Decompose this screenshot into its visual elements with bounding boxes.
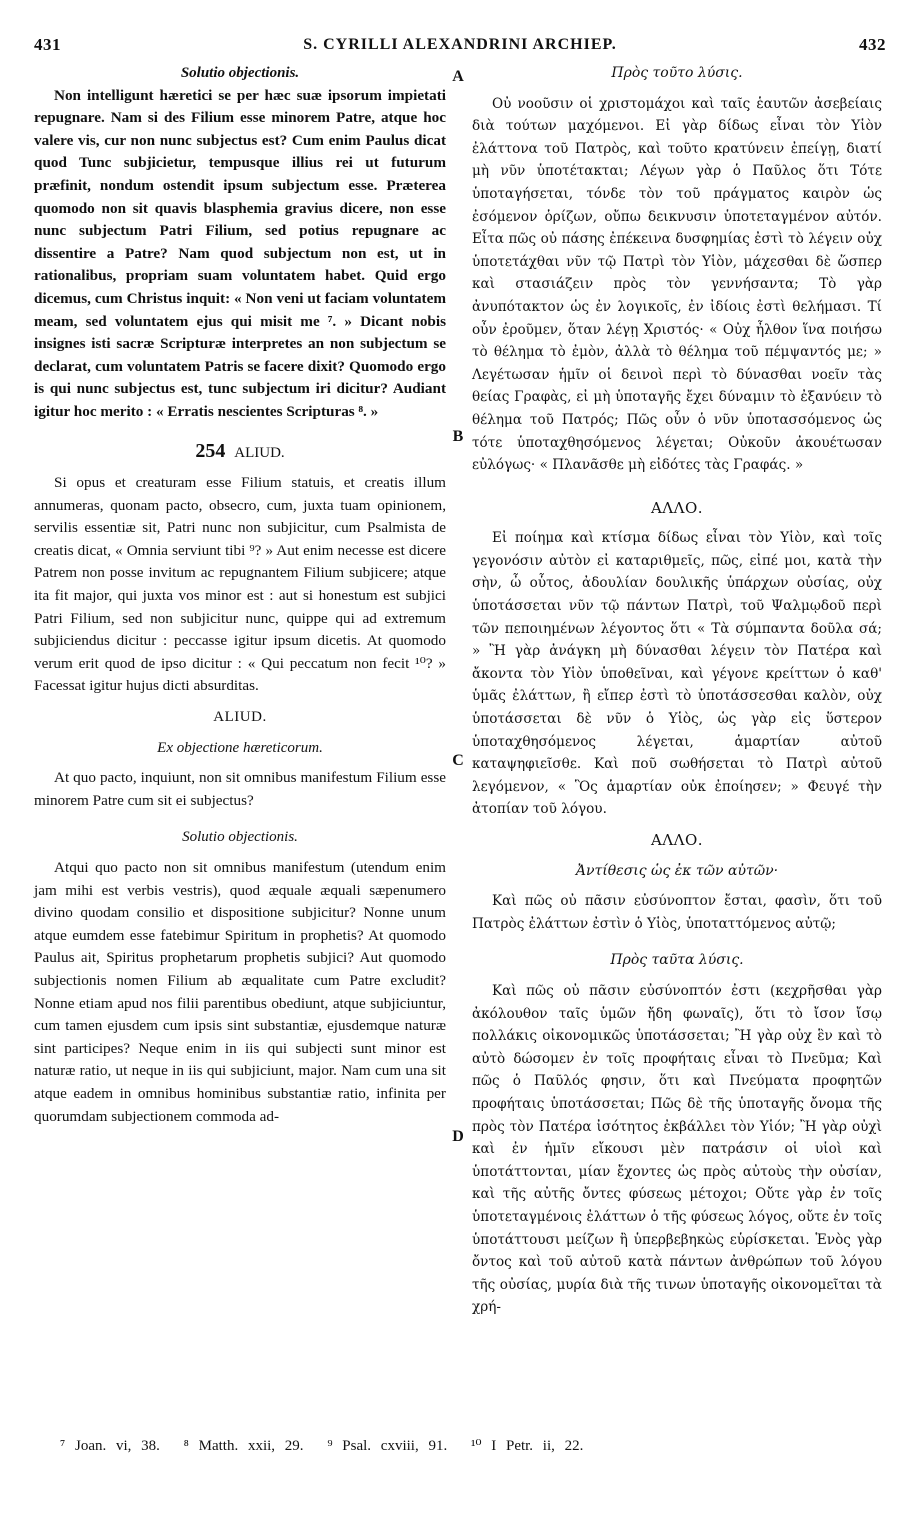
latin-heading-solutio-1: Solutio objectionis. xyxy=(180,65,300,81)
column-marker-a: A xyxy=(452,68,464,85)
footnote-10: ¹⁰ I Petr. ii, 22. xyxy=(470,1438,584,1454)
latin-paragraph-2: Si opus et creaturam esse Filium statuis, et creatis illum annumeras, quonam pacto, obsecro, cum, juxta tuam opinionem, servilis essentiæ sit, Patri nunc non subjicitur, cum Psalmista de creatis dicat, « Omnia serviunt tibi ⁹? » Aut enim necesse est dicere Patrem non posse invitum ac repugnantem Filium subjicere; atque ita fit major, qui juxta vos minor est : aut si honestum est subjici Patri Filium, sed non subjicitur nunc, quippe qui ad extremum subjiciendus dicitur : peccasse igitur ipsum dicetis. At quomodo verum erit quod de ipso dicitur : « Qui peccatum non fecit ¹⁰? » Facessat igitur hujus dicti absurditas. xyxy=(34,474,446,695)
greek-heading-allo-2: ΑΛΛΟ. xyxy=(650,831,704,849)
greek-heading-lysis-1: Πρὸς τοῦτο λύσις. xyxy=(611,65,743,81)
section-number: 254 xyxy=(195,439,226,462)
greek-paragraph-4: Καὶ πῶς οὐ πᾶσιν εὐσύνοπτόν ἐστι (κεχρῆσθαι γὰρ ἀκόλουθον ταῖς ὑμῶν ἤδη φωναῖς), ὅτι τὸ ἴσον ἴσῳ πολλάκις οἰκονομικῶς ὑποτάσσεται; Ἢ γὰρ οὐχ ἓν καὶ τὸ αὐτὸ δώσομεν ἐν τοῖς προφήταις εἶναι τὸ Πνεῦμα; Καὶ πῶς ὁ Παῦλός φησιν, ὅτι καὶ Πνεύματα προφητῶν προφήταις ὑποτάσσεται; Πῶς δὲ τῆς ὑποταγῆς ὄνομα τῆς πρὸς τὸν Πατέρα ἰσότητος ἐκβάλλει τὸν Υἱόν; Ἢ γὰρ οὐχὶ καὶ ἐν ἡμῖν εἴκουσι μὲν πατράσιν οἱ υἱοὶ καὶ ὑποτάττονται, μίαν ἔχοντες ὡς πρὸς αὐτοὺς τὴν οὐσίαν, καὶ τῆς αὐτῆς ὄντες φύσεως μέτοχοι; Οὔτε γὰρ ἐν τοῖς ὑποτεταγμένοις ἐλάττων ὁ τῆς φύσεως λόγος, οὔτε ἐν τοῖς ὑποτάττουσι μείζων ἢ ὑπερβεβηκὼς εὑρίσκεται. Ἑνὸς γὰρ ὄντος καὶ τοῦ αὐτοῦ κατὰ πάντων ἀνθρώπων τοῦ λόγου τῆς οὐσίας, μυρία διὰ τῆς τινων ὑποταγῆς οἰκονομεῖται τὰ χρή- xyxy=(472,982,882,1316)
page-number-right: 432 xyxy=(859,35,886,54)
latin-paragraph-4: Atqui quo pacto non sit omnibus manifestum (utendum enim jam mihi est verbis vestris), quod æquale æquali sæpenumero divino quodam consilio et dispositione subjicitur? Nonne unum atque eumdem esse fatebimur Spiritum in prophetis? At quomodo Paulus ait, Spiritus prophetarum prophetis subjici? Aut quomodo subjectionis nomen Filium ab æqualitate cum Patre excludit? Nonne etiam apud nos filii parentibus obediunt, atque subjiciuntur, cum tamen ejusdem cum ipsis sint substantiæ, ejusdemque naturæ sint participes? Neque enim in iis qui subjecti sunt minor est naturæ ratio, ut neque in iis qui subjiciunt, major. Nam cum una sit atque eadem in omnibus hominibus substantiæ ratio, infinita per quorumdam subjectionem commoda ad- xyxy=(34,859,446,1125)
column-marker-c: C xyxy=(452,752,464,769)
page-header xyxy=(34,30,886,60)
latin-heading-aliud-1: ALIUD. xyxy=(234,444,285,461)
greek-paragraph-2: Εἰ ποίημα καὶ κτίσμα δίδως εἶναι τὸν Υἱὸν, καὶ τοῖς γεγονόσιν αὐτὸν εἰ καταριθμεῖς, πῶς, εἰπέ μοι, κατὰ τὴν σὴν, ὦ οὗτος, ἀδουλίαν δουλικῆς ὑπάρχων οὐσίας, οὐχ ὑποτάσσεται νῦν τῷ πάντων Πατρὶ, τοῦ Ψαλμῳδοῦ περὶ τῶν πεποιημένων λέγοντος ὅτι « Τὰ σύμπαντα δοῦλα σά; » Ἢ γὰρ ἀνάγκη μὴ δύνασθαι λέγειν τὸν Πατέρα καὶ ἄκοντα τὸν Υἱὸν ὑποθεῖναι, καὶ γέγονε κρείττων ὁ καθ' ὑμᾶς ἐλάττων, ἢ εἴπερ ἐστὶ τὸ ὑποτάσσεσθαι καλὸν, οὐχ ὑποτάσσεται δὲ νῦν ὁ Υἱὸς, ὡς γὰρ εἰς ὕστερον ὑποταχθησόμενος λέγεται, ἁμαρτίαν αὐτοῦ καταψηφιεῖσθε. Καὶ ποῦ σωθήσεται τὸ Πατρὶ αὐτοῦ λεγόμενον, « Ὃς ἁμαρτίαν οὐκ ἐποίησεν; » Φευγέ τὴν ἀτοπίαν τοῦ λόγου. xyxy=(472,530,882,818)
column-marker-b: B xyxy=(452,428,464,445)
latin-paragraph-1: Non intelligunt hæretici se per hæc suæ ipsorum impietati repugnare. Nam si des Filium esse minorem Patre, atque hoc valere vis, cur non nunc subjectus est? Cum enim Paulus dicat quod Tunc subjicietur, tempusque illius rei ut futurum præfinit, nondum ostendit ipsum subjectum esse. Præterea quomodo non sit quavis blasphemia gravius dicere, non esse nunc subjectum Patri Filium, sed potius repugnare ac dissentire a Patre? Nam quod subjectum non est, ut in rationalibus, propriam suam voluntatem habet. Quid ergo dicemus, cum Christus inquit: « Non veni ut faciam voluntatem meam, sed voluntatem ejus qui misit me ⁷. » Dicant nobis insignes isti sacræ Scripturæ interpretes an non subjectum se declarat, cum voluntatem Patris se facere dixit? Quomodo ergo is qui nunc subjectus est, tunc subjectum iri dicitur? Audiant igitur hoc merito : « Erratis nescientes Scripturas ⁸. » xyxy=(34,86,446,420)
greek-heading-lysis-2: Πρὸς ταῦτα λύσις. xyxy=(610,952,744,969)
column-marker-d: D xyxy=(452,1128,464,1145)
latin-section-heading-254 xyxy=(34,440,446,465)
greek-paragraph-1: Οὐ νοοῦσιν οἱ χριστομάχοι καὶ ταῖς ἑαυτῶν ἀσεβείαις διὰ τούτων μαχόμενοι. Εἰ γὰρ δίδως εἶναι τὸν Υἱὸν ἐλάττονα τοῦ Πατρὸς, καὶ τοῦτο κρατύνειν ἐπείγῃ, διατί μὴ νῦν ὑποτέτακται; Λέγων γὰρ ὁ Παῦλος ὅτι Τότε ὑποταγήσεται, τόνδε τὸν τοῦ πράγματος καιρὸν ὡς ἐσόμενον ὁρίζων, οὔπω δεικνυσιν ὑποτεταγμένον αὐτόν. Εἶτα πῶς οὐ πάσης ἐπέκεινα δυσφημίας ἐστὶ τὸ λέγειν οὐχ ὑποτετάχθαι νῦν τῷ Πατρὶ τὸν Υἱὸν, μάχεσθαι δὲ ὥσπερ καὶ στασιάζειν πρὸς τὸν γεννήσαντα; Τὸ γὰρ ἀνυπότακτον ὡς ἐν λογικοῖς, ἐν ἰδίοις ἐστὶ θελήμασι. Τί οὖν ἐροῦμεν, ὅταν λέγῃ Χριστός· « Οὐχ ἦλθον ἵνα ποιήσω τὸ θέλημα τὸ ἐμὸν, ἀλλὰ τὸ θέλημα τοῦ πέμψαντός με; » Λεγέτωσαν ἡμῖν οἱ δεινοὶ περὶ τὸ δύνασθαι νοεῖν τὰς θείας Γραφὰς, εἰ μὴ ὑποταγῆς ἔχει δύναμιν τὸ ἐξανύειν τὸ θέλημα τοῦ Πατρός; Πῶς οὖν ὁ νῦν ὑποτασσόμενος ὡς τότε ὑποταχθησόμενος λέγεται; Οὐκοῦν ἀκουέτωσαν εὐλόγως· « Πλανᾶσθε μὴ εἰδότες τὰς Γραφάς. » xyxy=(472,95,882,474)
footnote-8: ⁸ Matth. xxii, 29. xyxy=(183,1438,304,1454)
latin-heading-solutio-2: Solutio objectionis. xyxy=(182,829,298,846)
footnote-7: ⁷ Joan. vi, 38. xyxy=(60,1438,160,1454)
greek-subheading-antithesis: Ἀντίθεσις ὡς ἐκ τῶν αὐτῶν· xyxy=(575,862,779,879)
page-number-left: 431 xyxy=(34,35,61,54)
latin-column xyxy=(34,62,446,1128)
greek-column xyxy=(472,62,882,1319)
footnote-9: ⁹ Psal. cxviii, 91. xyxy=(327,1438,448,1454)
running-title: S. CYRILLI ALEXANDRINI ARCHIEP. xyxy=(303,36,617,53)
latin-heading-aliud-2: ALIUD. xyxy=(213,709,267,726)
latin-paragraph-3: At quo pacto, inquiunt, non sit omnibus manifestum Filium esse minorem Patre cum sit ei subjectus? xyxy=(34,769,446,809)
latin-subheading-objectione: Ex objectione hæreticorum. xyxy=(157,739,323,756)
footnotes xyxy=(60,1436,880,1455)
greek-paragraph-3: Καὶ πῶς οὐ πᾶσιν εὐσύνοπτον ἔσται, φασὶν, ὅτι τοῦ Πατρὸς ἐλάττων ἐστὶν ὁ Υἱὸς, ὑποταττόμενος αὐτῷ; xyxy=(472,893,882,932)
greek-heading-allo-1: ΑΛΛΟ. xyxy=(650,498,704,517)
